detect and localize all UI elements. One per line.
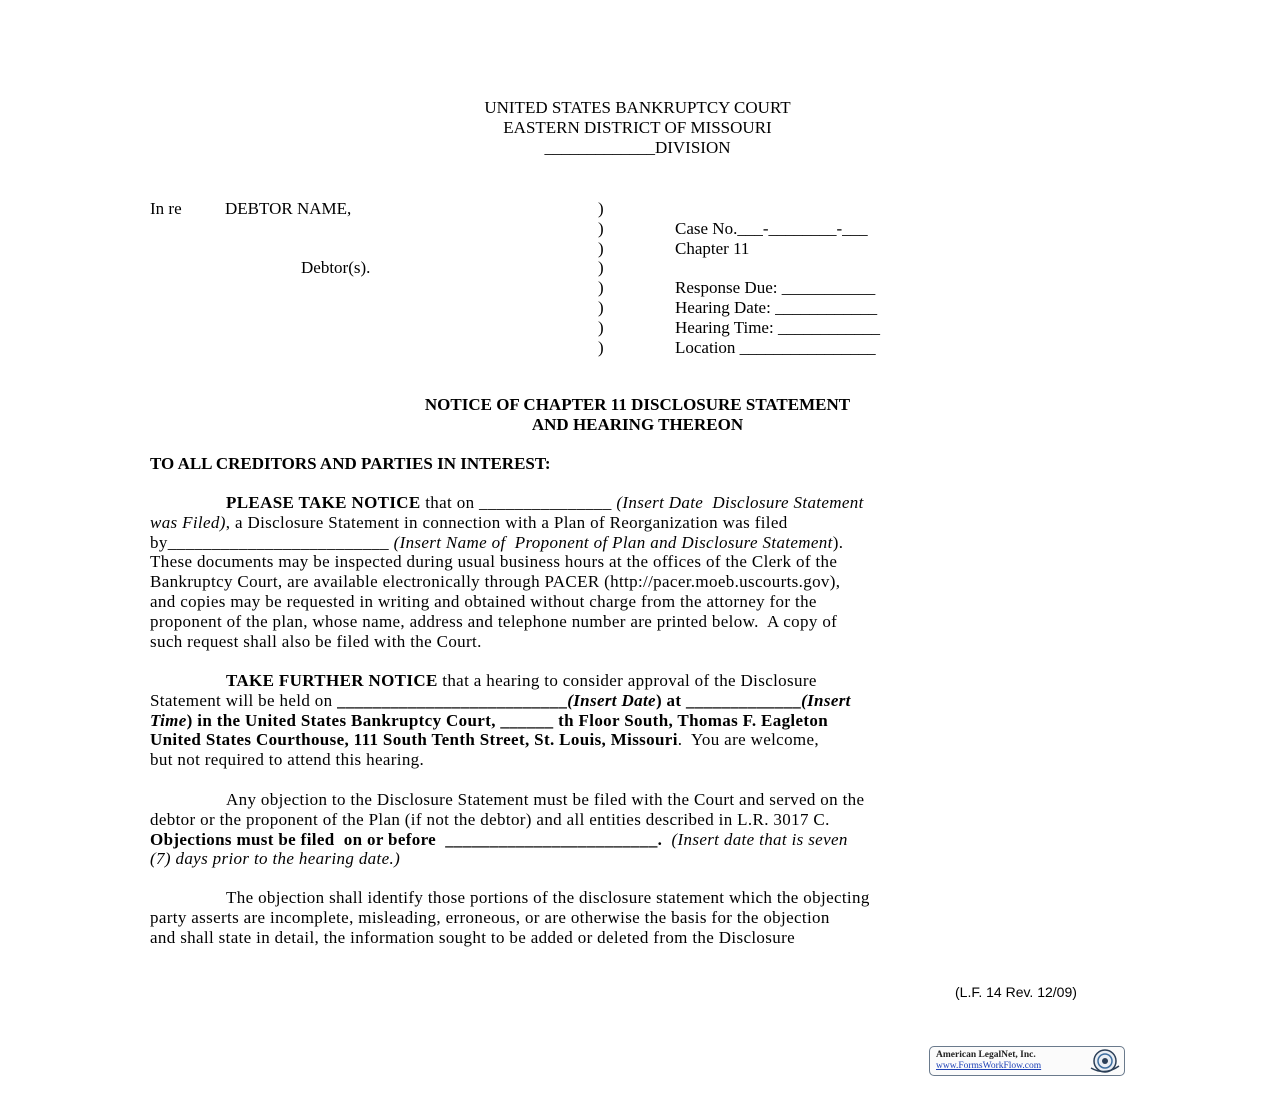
text: was Filed) xyxy=(150,512,226,532)
caption-parentheses xyxy=(598,199,604,357)
chapter-label: Chapter 11 xyxy=(675,238,750,258)
text-line: such request shall also be filed with the Court. xyxy=(150,631,482,651)
text-line: (7) days prior to the hearing date.) xyxy=(150,849,401,869)
text: (Insert xyxy=(801,690,851,710)
text: _____________ xyxy=(686,690,802,710)
please-take-notice: PLEASE TAKE NOTICE xyxy=(226,493,421,512)
text-line: Bankruptcy Court, are available electronically through PACER (http://pacer.moeb.uscourts.gov), xyxy=(150,572,841,592)
hearing-time-field: Hearing Time: ____________ xyxy=(675,317,880,337)
notice-title xyxy=(0,395,1275,435)
case-number-field: Case No.___-________-___ xyxy=(675,219,868,238)
paragraph-hearing-notice xyxy=(150,671,1125,770)
text: (Insert Date Disclosure Statement xyxy=(616,493,864,512)
in-re-label: In re xyxy=(150,199,182,218)
text: (Insert date that is seven xyxy=(662,829,848,849)
text: , a Disclosure Statement in connection with a Plan of Reorganization was filed xyxy=(225,512,788,532)
text-line: but not required to attend this hearing. xyxy=(150,750,425,770)
debtor-name: DEBTOR NAME, xyxy=(225,199,352,218)
text: (Insert Date xyxy=(567,690,656,710)
text: that on _______________ xyxy=(420,493,617,512)
hearing-date-field: Hearing Date: ____________ xyxy=(675,298,878,318)
text-line: The objection shall identify those portions of the disclosure statement which the objecting xyxy=(226,888,870,907)
text: ) at xyxy=(655,690,687,710)
text: . You are welcome, xyxy=(677,730,819,750)
paren: ) xyxy=(598,317,604,337)
debtor-label: Debtor(s). xyxy=(301,258,371,277)
paren: ) xyxy=(598,218,604,238)
text: Statement will be held on xyxy=(150,690,338,710)
title-line-1: NOTICE OF CHAPTER 11 DISCLOSURE STATEMENT xyxy=(424,395,851,414)
paren: ) xyxy=(598,278,604,298)
text-line: These documents may be inspected during usual business hours at the offices of the Clerk of the xyxy=(150,552,838,572)
spacer xyxy=(675,259,880,279)
court-header xyxy=(0,98,1275,158)
text-line: Any objection to the Disclosure Statement must be filed with the Court and served on the xyxy=(226,790,865,809)
division-field: _____________DIVISION xyxy=(544,138,731,157)
case-details xyxy=(675,219,880,358)
response-due-field: Response Due: ___________ xyxy=(675,278,876,298)
publisher-name: American LegalNet, Inc. xyxy=(936,1050,1036,1060)
text: (Insert Name of Proponent of Plan and Disclosure Statement xyxy=(393,532,833,552)
title-line-2: AND HEARING THEREON xyxy=(531,415,744,434)
globe-logo-icon xyxy=(1087,1048,1121,1074)
text-line: and copies may be requested in writing and obtained without charge from the attorney for the xyxy=(150,591,817,611)
take-further-notice: TAKE FURTHER NOTICE xyxy=(226,671,438,690)
paragraph-objection-content xyxy=(150,888,1125,947)
paragraph-filing-notice xyxy=(150,493,1125,651)
paren: ) xyxy=(598,297,604,317)
text: by_________________________ xyxy=(150,532,394,552)
publisher-badge[interactable] xyxy=(929,1046,1125,1076)
text: Time xyxy=(150,710,187,730)
form-revision-label: (L.F. 14 Rev. 12/09) xyxy=(955,984,1077,1000)
addressee-line: TO ALL CREDITORS AND PARTIES IN INTEREST: xyxy=(150,454,551,473)
text-line: debtor or the proponent of the Plan (if not the debtor) and all entities described in L.R. 3017 C. xyxy=(150,809,830,829)
district-name: EASTERN DISTRICT OF MISSOURI xyxy=(503,118,772,137)
text: __________________________ xyxy=(337,690,568,710)
text: ) in the United States Bankruptcy Court, ______ th Floor South, Thomas F. Eagleton xyxy=(186,710,829,730)
paragraph-objection-deadline xyxy=(150,790,1125,869)
text: Objections must be filed on or before ________________________. xyxy=(150,829,663,849)
paren: ) xyxy=(598,337,604,357)
paren: ) xyxy=(598,199,604,218)
paren: ) xyxy=(598,238,604,258)
publisher-link[interactable]: www.FormsWorkFlow.com xyxy=(936,1061,1042,1071)
text-line: and shall state in detail, the information sought to be added or deleted from the Disclosure xyxy=(150,927,795,947)
text-line: proponent of the plan, whose name, address and telephone number are printed below. A copy of xyxy=(150,611,838,631)
court-name: UNITED STATES BANKRUPTCY COURT xyxy=(484,98,791,117)
text: that a hearing to consider approval of the Disclosure xyxy=(437,671,817,690)
paren: ) xyxy=(598,258,604,278)
text-line: party asserts are incomplete, misleading, erroneous, or are otherwise the basis for the objection xyxy=(150,907,830,927)
location-field: Location ________________ xyxy=(675,337,876,357)
text: United States Courthouse, 111 South Tenth Street, St. Louis, Missouri xyxy=(150,730,678,750)
text: ). xyxy=(832,532,844,552)
